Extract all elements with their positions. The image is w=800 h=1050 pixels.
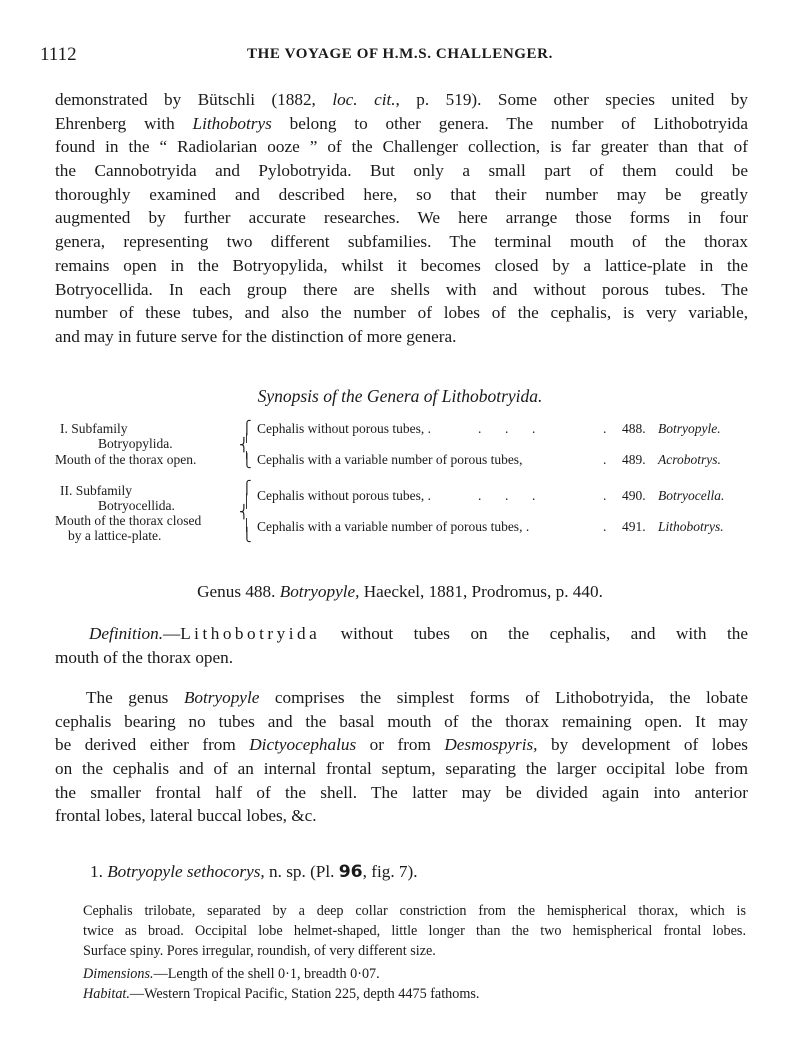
subfamily-1-character: Mouth of the thorax open. — [55, 452, 197, 467]
text-line: remains open in the Botryopylida, whilst it becomes closed by a lattice-plate in the — [55, 255, 748, 275]
running-title: THE VOYAGE OF H.M.S. CHALLENGER. — [247, 46, 553, 62]
synopsis-row-desc: Cephalis with a variable number of porous tubes, — [257, 452, 523, 467]
text-line: Surface spiny. Pores irregular, roundish, of very different size. — [83, 942, 436, 959]
text-line: thoroughly examined and described here, so that their number may be greatly — [55, 184, 748, 204]
page-number: 1112 — [40, 44, 77, 65]
text-line: Botryocellida. In each group there are shells with and without porous tubes. The — [55, 279, 748, 299]
brace-top-icon: ⎧ — [242, 480, 252, 495]
genus-name: Acrobotrys. — [658, 452, 721, 467]
text-line: Cephalis trilobate, separated by a deep collar constriction from the hemispherical thorax, which is — [83, 903, 746, 919]
leader-dots: . — [603, 519, 607, 534]
synopsis-row-desc: Cephalis without porous tubes, . — [257, 488, 431, 503]
leader-dots: . — [603, 452, 607, 467]
species-description — [83, 902, 746, 961]
genus-number: 490. — [622, 488, 646, 503]
text-line: on the cephalis and of an internal frontal septum, separating the larger occipital lobe from — [55, 759, 748, 779]
species-heading: 1. Botryopyle sethocorys, n. sp. (Pl. 96, fig. 7). — [90, 862, 418, 882]
text-line: Ehrenberg with Lithobotrys belong to other genera. The number of Lithobotryida — [55, 113, 748, 133]
text-line: and may in future serve for the distinction of more genera. — [55, 326, 457, 346]
brace-bottom-icon: ⎩ — [242, 453, 252, 468]
text-line: genera, representing two different subfamilies. The terminal mouth of the thorax — [55, 232, 748, 252]
genus-name: Botryocella. — [658, 488, 725, 503]
subfamily-1-name: Botryopylida. — [98, 436, 173, 451]
genus-number: 489. — [622, 452, 646, 467]
intro-paragraph — [55, 88, 748, 349]
subfamily-2-name: Botryocellida. — [98, 498, 175, 513]
species-dimensions: Dimensions.—Length of the shell 0·1, breadth 0·07. — [83, 966, 380, 982]
synopsis-row-desc: Cephalis without porous tubes, . — [257, 421, 431, 436]
text-line: The genus Botryopyle comprises the simplest forms of Lithobotryida, the lobate — [86, 688, 748, 707]
genus-number: 491. — [622, 519, 646, 534]
subfamily-2-character: Mouth of the thorax closed — [55, 513, 202, 528]
text-line: cephalis bearing no tubes and the basal mouth of the thorax remaining open. It may — [55, 711, 748, 731]
leader-dots: . . . — [478, 488, 536, 503]
genus-name: Botryopyle. — [658, 421, 721, 436]
brace-mid-icon: ⎨ — [239, 437, 249, 452]
text-line: augmented by further accurate researches. We here arrange those forms in four — [55, 208, 748, 228]
text-line: the Cannobotryida and Pylobotryida. But only a small part of them could be — [55, 161, 748, 181]
brace-mid-icon: ⎨ — [239, 504, 249, 519]
leader-dots: . . . — [478, 421, 536, 436]
brace-bottom-icon: ⎩ — [242, 527, 252, 542]
leader-dots: . — [603, 421, 607, 436]
synopsis-row-desc: Cephalis with a variable number of porous tubes, . — [257, 519, 530, 534]
genus-definition — [55, 622, 748, 669]
species-habitat: Habitat.—Western Tropical Pacific, Station 225, depth 4475 fathoms. — [83, 986, 480, 1002]
text-line: found in the “ Radiolarian ooze ” of the Challenger collection, is far greater than that of — [55, 137, 748, 157]
text-line: Definition.—Lithobotryida without tubes on the cephalis, and with the — [89, 624, 748, 643]
subfamily-1-label: I. Subfamily — [60, 421, 128, 436]
genus-number: 488. — [622, 421, 646, 436]
synopsis-title: Synopsis of the Genera of Lithobotryida. — [257, 386, 543, 406]
subfamily-2-label: II. Subfamily — [60, 483, 132, 498]
text-line: demonstrated by Bütschli (1882, loc. cit., p. 519). Some other species united by — [55, 90, 748, 109]
text-line: number of these tubes, and also the number of lobes of the cephalis, is very variable, — [55, 303, 748, 323]
text-line: mouth of the thorax open. — [55, 647, 234, 667]
brace-top-icon: ⎧ — [242, 420, 252, 435]
subfamily-2-character-cont: by a lattice-plate. — [68, 528, 162, 543]
leader-dots: . — [603, 488, 607, 503]
genus-name: Lithobotrys. — [658, 519, 724, 534]
genus-heading: Genus 488. Botryopyle, Haeckel, 1881, Prodromus, p. 440. — [197, 582, 603, 601]
text-line: twice as broad. Occipital lobe helmet-shaped, little longer than the two hemispherical frontal lobes. — [83, 922, 746, 939]
text-line: be derived either from Dictyocephalus or from Desmospyris, by development of lobes — [55, 735, 748, 755]
genus-paragraph — [55, 686, 748, 828]
text-line: the smaller frontal half of the shell. The latter may be divided again into anterior — [55, 782, 748, 802]
text-line: frontal lobes, lateral buccal lobes, &c. — [55, 806, 317, 826]
